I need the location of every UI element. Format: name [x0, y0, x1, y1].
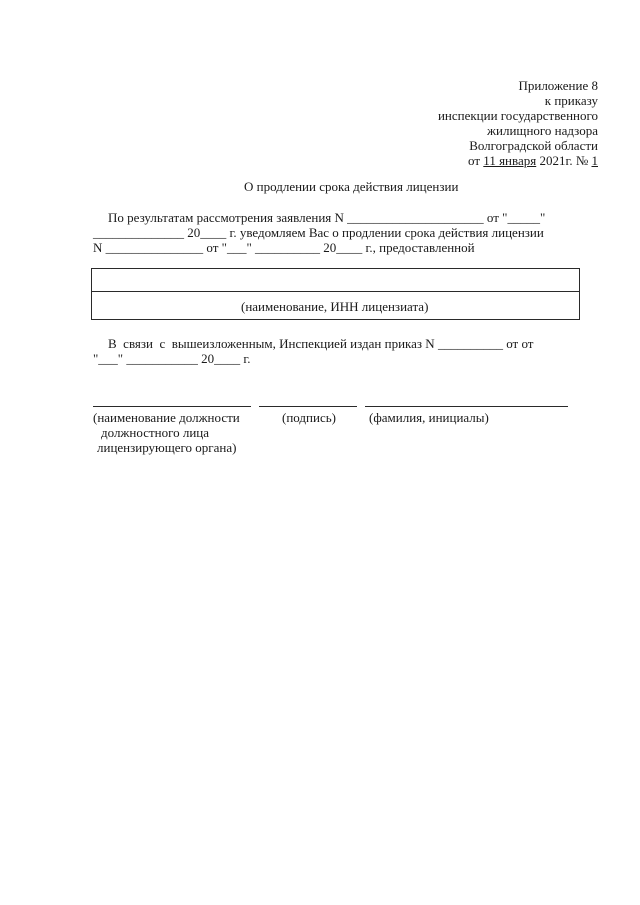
position-label-line1: (наименование должности: [93, 410, 240, 425]
licensee-box: [91, 268, 580, 320]
box-top-border: [91, 268, 580, 269]
header-date-line: [468, 153, 598, 168]
date-value: 11 января: [483, 153, 537, 168]
box-bottom-border: [91, 319, 580, 320]
header-appendix: Приложение 8: [518, 78, 598, 93]
header-inspection: инспекции государственного: [437, 108, 598, 123]
header-order: к приказу: [544, 93, 598, 108]
signature-line: [259, 406, 357, 407]
paragraph1-line3: N _______________ от "___" __________ 20____ г., предоставленной: [93, 240, 475, 255]
position-signature-line: [93, 406, 251, 407]
paragraph2-line2: "___" ___________ 20____ г.: [93, 351, 251, 366]
box-middle-border: [91, 291, 580, 292]
order-number: 1: [591, 153, 598, 168]
header-region: Волгоградской области: [469, 138, 598, 153]
header-supervision: жилищного надзора: [487, 123, 598, 138]
date-prefix: от: [468, 153, 484, 168]
paragraph1-line2: ______________ 20____ г. уведомляем Вас о продлении срока действия лицензии: [93, 225, 544, 240]
document-title: О продлении срока действия лицензии: [244, 179, 459, 194]
paragraph2-line1: В связи с вышеизложенным, Инспекцией издан приказ N __________ от от: [108, 336, 534, 351]
name-signature-line: [365, 406, 568, 407]
licensee-caption: (наименование, ИНН лицензиата): [241, 299, 429, 314]
box-left-border: [91, 268, 92, 320]
date-year: 2021г. №: [536, 153, 592, 168]
position-label-line2: должностного лица: [101, 425, 210, 440]
name-label: (фамилия, инициалы): [369, 410, 489, 425]
signature-label: (подпись): [282, 410, 336, 425]
paragraph1-line1: По результатам рассмотрения заявления N _____________________ от "_____": [108, 210, 546, 225]
box-right-border: [579, 268, 580, 320]
position-label-line3: лицензирующего органа): [97, 440, 237, 455]
